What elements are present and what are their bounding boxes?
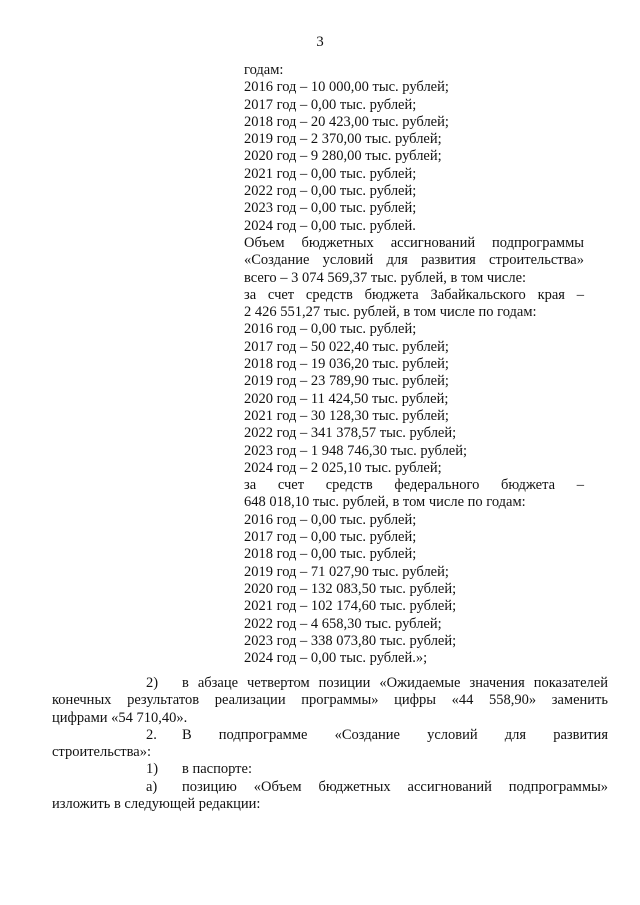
regional-budget-total: 2 426 551,27 тыс. рублей, в том числе по годам:: [244, 304, 537, 321]
federal-budget-line: за счет средств федерального бюджета –: [244, 477, 584, 494]
year-line: 2018 год – 19 036,20 тыс. рублей;: [244, 356, 449, 373]
year-line: 2017 год – 0,00 тыс. рублей;: [244, 96, 417, 113]
year-line: 2023 год – 1 948 746,30 тыс. рублей;: [244, 442, 468, 459]
volume-heading-line: «Создание условий для развития строительства»: [244, 252, 584, 269]
year-line: 2021 год – 0,00 тыс. рублей;: [244, 165, 417, 182]
year-line: 2024 год – 0,00 тыс. рублей.»;: [244, 650, 428, 667]
year-line: 2016 год – 10 000,00 тыс. рублей;: [244, 79, 449, 96]
item-text-line: позицию «Объем бюджетных ассигнований подпрограммы»: [182, 778, 608, 795]
sub-item-a: [52, 779, 608, 796]
year-line: 2024 год – 2 025,10 тыс. рублей;: [244, 459, 442, 476]
funding-column: [244, 62, 584, 667]
item-text-line: в паспорте:: [182, 761, 252, 778]
year-line: 2021 год – 102 174,60 тыс. рублей;: [244, 598, 457, 615]
year-line: 2016 год – 0,00 тыс. рублей;: [244, 511, 417, 528]
section-number: 2.: [146, 726, 157, 743]
section-text-line: строительства»:: [52, 744, 151, 761]
item-number: а): [146, 778, 158, 795]
section-word: условий: [427, 726, 478, 743]
section-word: подпрограмме: [218, 726, 308, 743]
year-line: 2023 год – 0,00 тыс. рублей;: [244, 200, 417, 217]
federal-budget-total: 648 018,10 тыс. рублей, в том числе по годам:: [244, 494, 526, 511]
year-line: 2022 год – 0,00 тыс. рублей;: [244, 183, 417, 200]
text-line: годам:: [244, 62, 284, 78]
year-line: 2017 год – 0,00 тыс. рублей;: [244, 529, 417, 546]
year-line: 2016 год – 0,00 тыс. рублей;: [244, 321, 417, 338]
item-2: [52, 675, 608, 692]
section-heading: [182, 727, 608, 744]
year-line: 2018 год – 0,00 тыс. рублей;: [244, 546, 417, 563]
year-line: 2018 год – 20 423,00 тыс. рублей;: [244, 113, 449, 130]
section-word: В: [182, 726, 192, 743]
item-text-line: изложить в следующей редакции:: [52, 796, 261, 813]
year-line: 2024 год – 0,00 тыс. рублей.: [244, 217, 416, 234]
year-line: 2022 год – 4 658,30 тыс. рублей;: [244, 615, 442, 632]
year-line: 2023 год – 338 073,80 тыс. рублей;: [244, 632, 457, 649]
year-line: 2020 год – 11 424,50 тыс. рублей;: [244, 390, 449, 407]
body-text: [52, 675, 608, 813]
year-line: 2019 год – 23 789,90 тыс. рублей;: [244, 373, 449, 390]
item-text-line: конечных результатов реализации программы» цифры «44 558,90» заменить: [52, 692, 608, 709]
volume-total: всего – 3 074 569,37 тыс. рублей, в том числе:: [244, 269, 527, 286]
section-word: развития: [553, 726, 608, 743]
section-word: «Создание: [334, 726, 400, 743]
section-2: [52, 727, 608, 744]
regional-budget-line: за счет средств бюджета Забайкальского края –: [244, 286, 584, 303]
item-text-line: в абзаце четвертом позиции «Ожидаемые значения показателей: [182, 675, 608, 691]
year-line: 2021 год – 30 128,30 тыс. рублей;: [244, 407, 449, 424]
year-line: 2020 год – 132 083,50 тыс. рублей;: [244, 580, 457, 597]
year-line: 2019 год – 71 027,90 тыс. рублей;: [244, 563, 449, 580]
item-number: 2): [146, 675, 159, 691]
year-line: 2022 год – 341 378,57 тыс. рублей;: [244, 425, 457, 442]
item-number: 1): [146, 761, 159, 778]
year-line: 2019 год – 2 370,00 тыс. рублей;: [244, 131, 442, 148]
section-word: для: [504, 726, 527, 743]
year-line: 2020 год – 9 280,00 тыс. рублей;: [244, 148, 442, 165]
page-number: 3: [316, 34, 324, 50]
year-line: 2017 год – 50 022,40 тыс. рублей;: [244, 338, 449, 355]
item-text-line: цифрами «54 710,40».: [52, 709, 188, 726]
sub-item-1: [52, 761, 608, 778]
volume-heading-line: Объем бюджетных ассигнований подпрограммы: [244, 234, 584, 251]
